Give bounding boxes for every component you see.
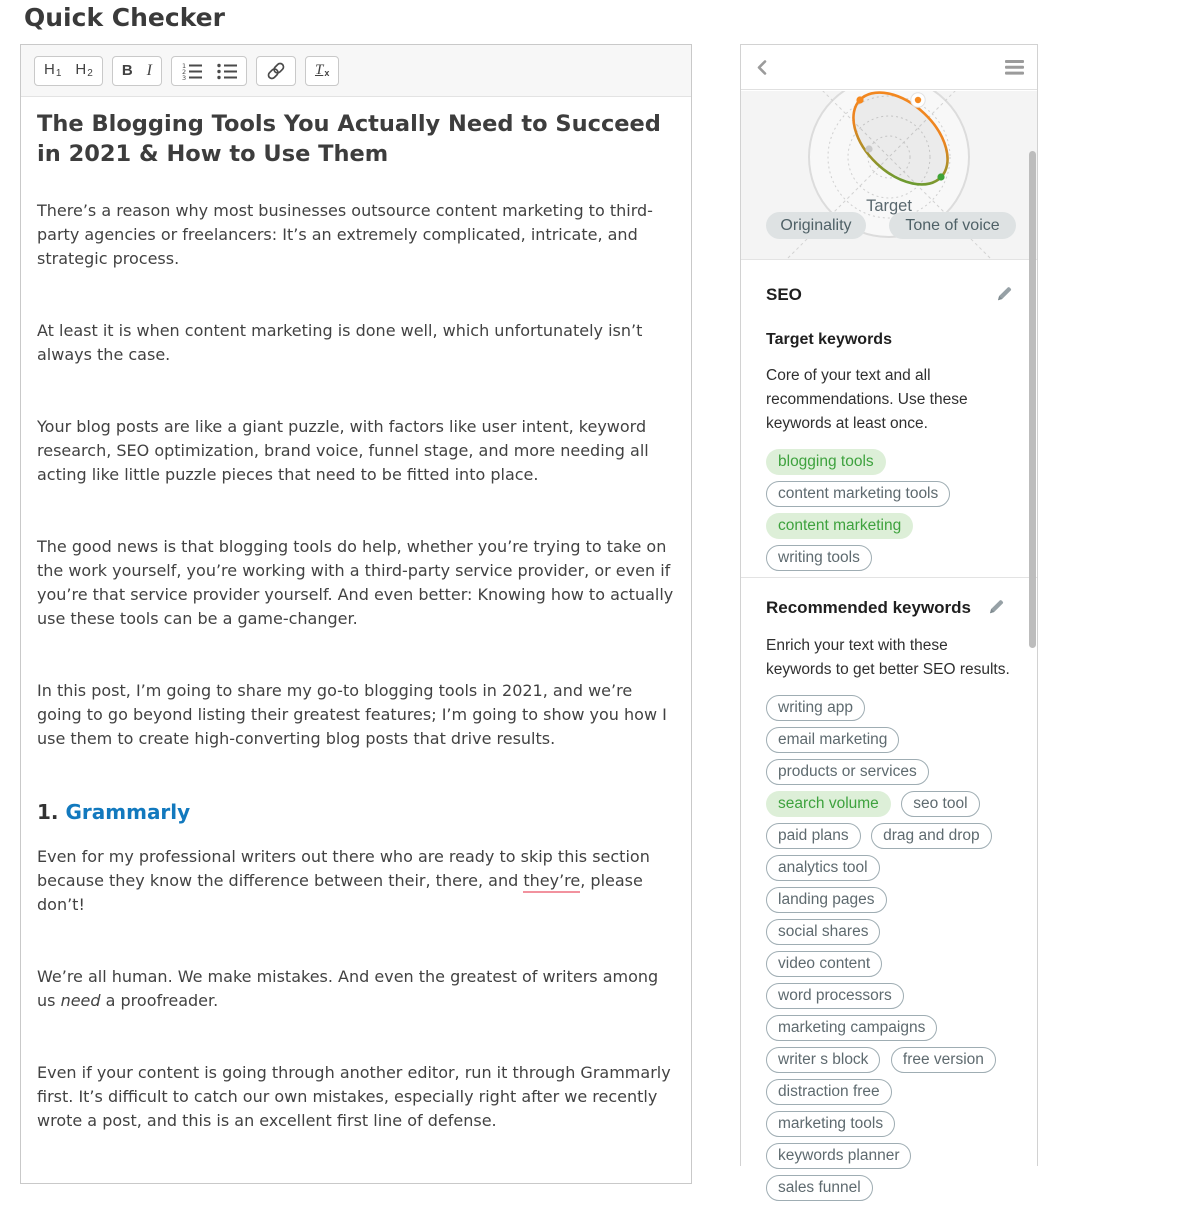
- edit-pencil-icon[interactable]: [988, 600, 1005, 619]
- editor-card: [20, 44, 692, 1184]
- italic-button[interactable]: I: [146, 61, 152, 79]
- keyword-pill[interactable]: landing pages: [766, 887, 887, 913]
- format-button-group: [112, 56, 162, 86]
- keyword-pill[interactable]: email marketing: [766, 727, 899, 753]
- tone-of-voice-axis-label[interactable]: Tone of voice: [889, 212, 1016, 239]
- keyword-pill[interactable]: keywords planner: [766, 1143, 911, 1169]
- keyword-pill[interactable]: seo tool: [901, 791, 979, 817]
- keyword-pill[interactable]: distraction free: [766, 1079, 892, 1105]
- panel-header: [741, 45, 1037, 90]
- panel-scrollbar-thumb[interactable]: [1029, 151, 1036, 648]
- keyword-pill[interactable]: marketing campaigns: [766, 1015, 937, 1041]
- keyword-pill[interactable]: marketing tools: [766, 1111, 895, 1137]
- target-keywords-heading: Target keywords: [766, 331, 892, 348]
- clear-format-button-group: [305, 56, 339, 86]
- score-chart-zone: [741, 91, 1037, 260]
- link-button-group: [256, 56, 296, 86]
- keyword-pill[interactable]: paid plans: [766, 823, 861, 849]
- paragraph: Even for my professional writers out there who are ready to skip this section because they know the difference between their, there, and they’re, please don’t!: [37, 847, 650, 914]
- paragraph: At least it is when content marketing is done well, which unfortunately isn’t always the case.: [37, 321, 643, 364]
- paragraph: Your blog posts are like a giant puzzle, with factors like user intent, keyword research, SEO optimization, brand voice, funnel stage, and more needing all acting like little puzzle pieces that need to be fitted into place.: [37, 417, 649, 484]
- hamburger-menu-icon[interactable]: [1005, 60, 1024, 80]
- recommended-keywords-section: [741, 578, 1037, 1211]
- edit-pencil-icon[interactable]: [996, 285, 1013, 307]
- heading-button-group: [34, 56, 103, 86]
- editor-content-area[interactable]: [21, 97, 691, 1201]
- keyword-pill[interactable]: video content: [766, 951, 882, 977]
- paragraph: We’re all human. We make mistakes. And even the greatest of writers among us need a proofreader.: [37, 967, 659, 1010]
- recommended-keywords-heading: Recommended keywords: [766, 598, 1016, 620]
- chevron-left-icon[interactable]: [755, 59, 769, 81]
- keyword-pill[interactable]: writing app: [766, 695, 865, 721]
- emphasized-word: need: [60, 991, 101, 1010]
- paragraph: There’s a reason why most businesses outsource content marketing to third-party agencies or freelancers: It’s an extremely complicated, intricate, and strategic process.: [37, 201, 653, 268]
- keyword-pill[interactable]: products or services: [766, 759, 929, 785]
- clear-formatting-icon[interactable]: T x: [314, 62, 330, 78]
- list-button-group: [171, 56, 247, 86]
- bold-button[interactable]: B: [121, 61, 133, 79]
- paragraph: In this post, I’m going to share my go-to blogging tools in 2021, and we’re going to go beyond listing their greatest features; I’m going to show you how I use them to create high-converting blog posts that drive results.: [37, 681, 667, 748]
- originality-axis-label[interactable]: Originality: [766, 212, 866, 239]
- target-label: Target: [866, 197, 912, 215]
- keyword-pill[interactable]: search volume: [766, 791, 891, 817]
- grammarly-link[interactable]: Grammarly: [65, 800, 191, 824]
- keyword-pill[interactable]: blogging tools: [766, 449, 886, 475]
- svg-text:2: 2: [181, 67, 187, 76]
- editor-toolbar: [21, 45, 691, 97]
- sidebar-panel: [740, 44, 1038, 1196]
- h1-button[interactable]: H 1: [44, 60, 62, 79]
- keyword-pill[interactable]: social shares: [766, 919, 880, 945]
- paragraph: Even if your content is going through another editor, run it through Grammarly first. It’s difficult to catch our own mistakes, especially right after we recently wrote a post, and this is an excellent first line of defense.: [37, 1063, 671, 1130]
- keyword-pill[interactable]: word processors: [766, 983, 904, 1009]
- keyword-pill[interactable]: drag and drop: [871, 823, 992, 849]
- keyword-pill[interactable]: writing tools: [766, 545, 872, 571]
- flagged-word[interactable]: they’re: [523, 871, 580, 893]
- ordered-list-icon[interactable]: [181, 62, 202, 80]
- seo-section: [741, 260, 1037, 578]
- keyword-pill[interactable]: free version: [891, 1047, 996, 1073]
- h2-button[interactable]: H 2: [75, 60, 93, 79]
- svg-text:3: 3: [181, 73, 187, 80]
- keyword-pill[interactable]: analytics tool: [766, 855, 880, 881]
- section-heading: 1. Grammarly: [37, 800, 191, 824]
- keyword-pill[interactable]: writer s block: [766, 1047, 880, 1073]
- post-title: The Blogging Tools You Actually Need to Succeed in 2021 & How to Use Them: [37, 111, 661, 167]
- recommended-keywords-description: Enrich your text with these keywords to get better SEO results.: [766, 637, 1010, 678]
- unordered-list-icon[interactable]: [216, 62, 237, 80]
- keyword-pill[interactable]: content marketing tools: [766, 481, 950, 507]
- svg-text:1: 1: [181, 61, 187, 70]
- target-keywords-description: Core of your text and all recommendations. Use these keywords at least once.: [766, 367, 968, 432]
- link-icon[interactable]: [266, 61, 286, 81]
- keyword-pill[interactable]: sales funnel: [766, 1175, 873, 1201]
- paragraph: The good news is that blogging tools do help, whether you’re trying to take on the work yourself, you’re working with a third-party service provider, or even if you’re that service provider yourself. And even better: Knowing how to actually use these tools can be a game-changer.: [37, 537, 674, 628]
- seo-section-title: SEO: [766, 285, 1016, 305]
- page-title: Quick Checker: [24, 3, 225, 32]
- keyword-pill[interactable]: content marketing: [766, 513, 913, 539]
